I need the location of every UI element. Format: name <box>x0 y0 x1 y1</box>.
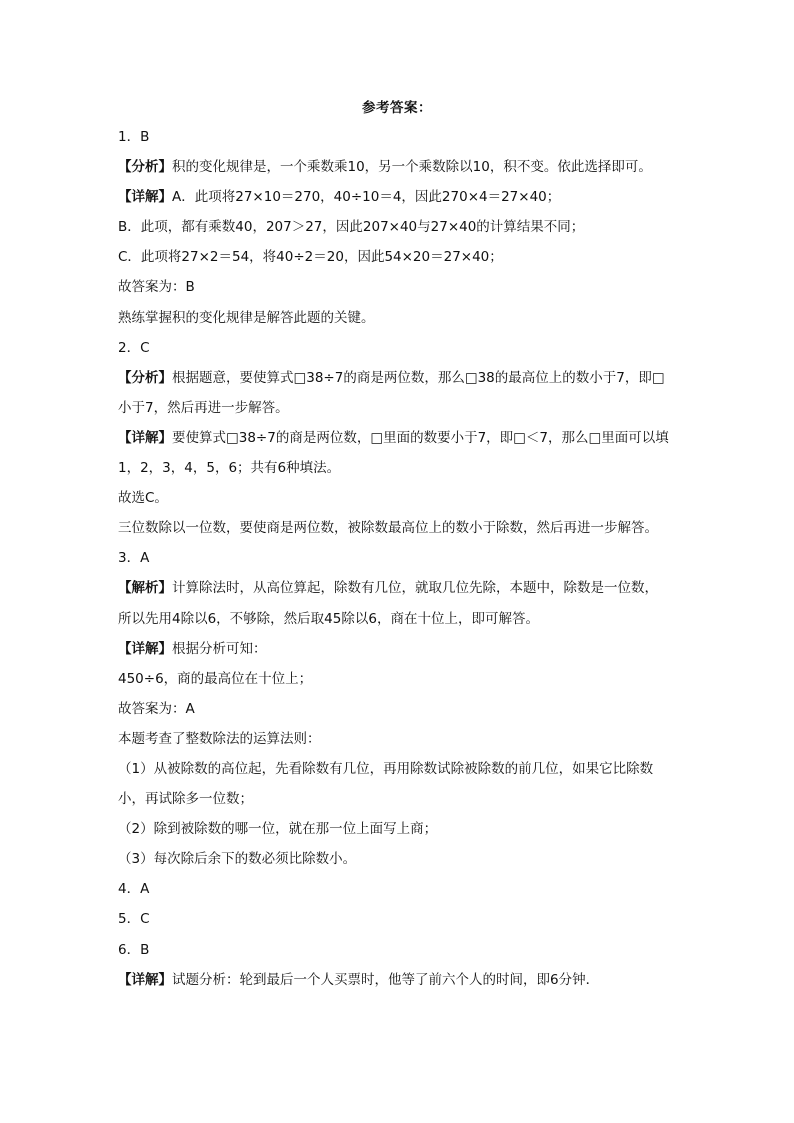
text-line <box>118 483 708 513</box>
line-text: 4．A <box>118 881 150 898</box>
text-line <box>118 724 708 754</box>
line-text: 5．C <box>118 911 150 928</box>
line-text: 根据分析可知： <box>172 640 267 657</box>
section-tag: 【详解】 <box>118 189 172 206</box>
text-line <box>118 754 708 784</box>
text-line <box>118 604 708 634</box>
line-text: 1．B <box>118 129 150 145</box>
line-text: 本题考查了整数除法的运算法则： <box>118 730 321 747</box>
text-line <box>118 423 708 453</box>
text-line <box>118 453 708 483</box>
section-tag: 【解析】 <box>118 580 172 597</box>
line-text: 3．A <box>118 550 150 567</box>
text-line <box>118 303 708 333</box>
section-tag: 【详解】 <box>118 971 172 988</box>
text-line <box>118 182 708 212</box>
text-line <box>118 272 708 302</box>
line-text: 试题分析：轮到最后一个人买票时，他等了前六个人的时间，即6分钟． <box>172 971 600 988</box>
line-text: A．此项将27×10＝270，40÷10＝4，因此270×4＝27×40； <box>172 189 561 206</box>
section-tag: 【详解】 <box>118 429 172 446</box>
line-text: （2）除到被除数的哪一位，就在那一位上面写上商； <box>118 821 438 838</box>
line-text: 积的变化规律是，一个乘数乘10，另一个乘数除以10，积不变。依此选择即可。 <box>172 159 652 176</box>
text-line <box>118 242 708 272</box>
line-text: 计算除法时，从高位算起，除数有几位，就取几位先除，本题中，除数是一位数， <box>172 580 658 597</box>
line-text: B．此项，都有乘数40，207＞27，因此207×40与27×40的计算结果不同； <box>118 219 585 236</box>
section-tag: 【分析】 <box>118 159 172 176</box>
text-line <box>118 513 708 543</box>
text-line <box>118 784 708 814</box>
line-text: 1，2，3，4，5，6；共有6种填法。 <box>118 460 341 477</box>
line-text: 6．B <box>118 941 150 958</box>
line-text: （1）从被除数的高位起，先看除数有几位，再用除数试除被除数的前几位，如果它比除数 <box>118 760 654 777</box>
text-line <box>118 814 708 844</box>
line-text: 熟练掌握积的变化规律是解答此题的关键。 <box>118 309 375 326</box>
line-text: 故答案为：B <box>118 279 195 296</box>
line-text: 小，再试除多一位数； <box>118 791 253 808</box>
text-line <box>118 212 708 242</box>
line-text: C．此项将27×2＝54，将40÷2＝20，因此54×20＝27×40； <box>118 249 503 266</box>
text-line <box>118 152 708 182</box>
line-text: 故选C。 <box>118 490 168 507</box>
text-line <box>118 543 708 573</box>
line-text: 所以先用4除以6，不够除，然后取45除以6，商在十位上，即可解答。 <box>118 610 539 627</box>
text-line <box>118 965 708 995</box>
text-line <box>118 664 708 694</box>
page-title: 参考答案： <box>362 100 432 116</box>
text-line <box>118 393 708 423</box>
text-line <box>118 333 708 363</box>
line-text: 2．C <box>118 339 150 356</box>
text-line <box>118 844 708 874</box>
section-tag: 【分析】 <box>118 369 172 386</box>
text-line <box>118 874 708 904</box>
text-line <box>118 694 708 724</box>
line-text: （3）每次除后余下的数必须比除数小。 <box>118 851 357 868</box>
text-line <box>118 122 708 152</box>
section-tag: 【详解】 <box>118 640 172 657</box>
text-line <box>118 904 708 934</box>
text-line <box>118 363 708 393</box>
line-text: 根据题意，要使算式□38÷7的商是两位数，那么□38的最高位上的数小于7，即□ <box>172 369 665 386</box>
text-line <box>118 634 708 664</box>
line-text: 要使算式□38÷7的商是两位数，□里面的数要小于7，即□＜7，那么□里面可以填 <box>172 429 669 446</box>
line-text: 三位数除以一位数，要使商是两位数，被除数最高位上的数小于除数，然后再进一步解答。 <box>118 520 658 537</box>
text-line <box>118 935 708 965</box>
line-text: 故答案为：A <box>118 700 195 717</box>
text-line <box>118 573 708 603</box>
line-text: 小于7，然后再进一步解答。 <box>118 399 289 416</box>
answer-body <box>118 122 708 995</box>
line-text: 450÷6，商的最高位在十位上； <box>118 670 313 687</box>
